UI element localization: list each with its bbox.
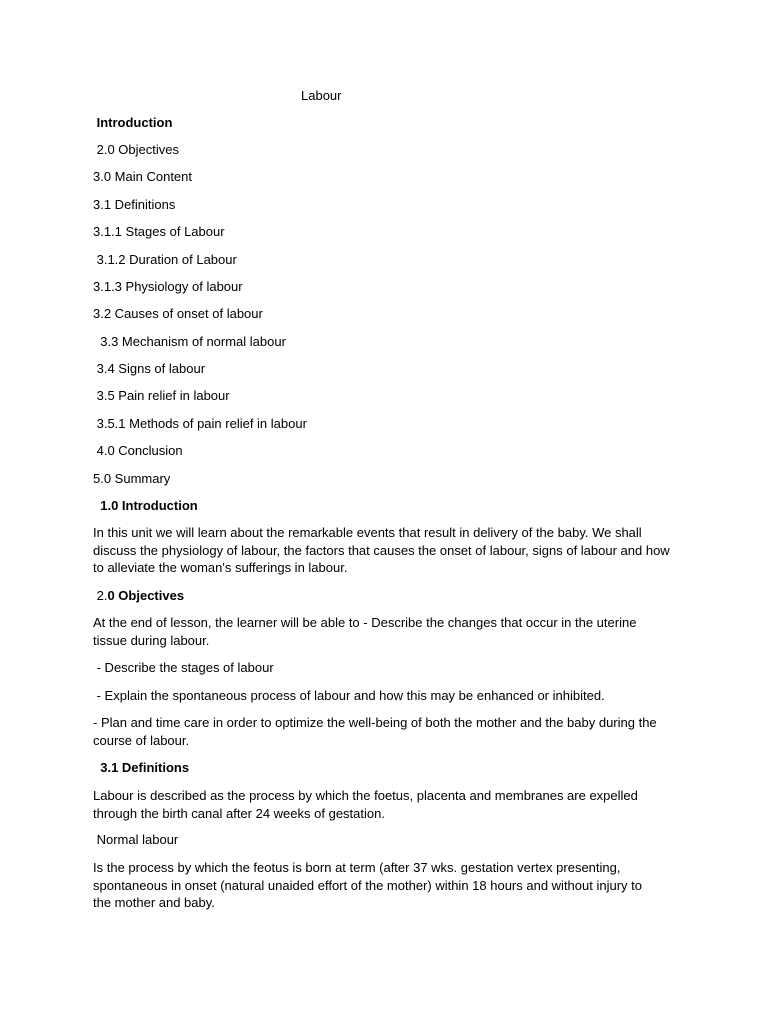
section-heading-introduction: 1.0 Introduction: [93, 498, 198, 513]
toc-item: 3.5.1 Methods of pain relief in labour: [93, 416, 307, 431]
section-heading-objectives: [93, 587, 184, 605]
objectives-heading-number: 2.: [93, 588, 108, 603]
toc-item: Introduction: [93, 115, 173, 130]
toc-item: 3.1.3 Physiology of labour: [93, 279, 243, 294]
introduction-paragraph: In this unit we will learn about the remarkable events that result in delivery of the baby. We shall discuss the physiology of labour, the factors that causes the onset of labour, signs of labour and how to alleviate the woman's sufferings in labour.: [93, 525, 670, 575]
objective-item: - Describe the stages of labour: [93, 660, 274, 675]
toc-item: 3.5 Pain relief in labour: [93, 388, 230, 403]
objective-item: - Plan and time care in order to optimize the well-being of both the mother and the baby during the course of labour.: [93, 715, 657, 748]
definitions-paragraph: Labour is described as the process by which the foetus, placenta and membranes are expelled through the birth canal after 24 weeks of gestation.: [93, 788, 638, 821]
toc-item: 3.0 Main Content: [93, 169, 193, 184]
objectives-heading-text: 0 Objectives: [107, 588, 185, 603]
toc-item: 2.0 Objectives: [93, 142, 179, 157]
toc-item: 3.3 Mechanism of normal labour: [93, 334, 286, 349]
section-heading-definitions: 3.1 Definitions: [93, 760, 190, 775]
objectives-paragraph: At the end of lesson, the learner will be able to - Describe the changes that occur in the uterine tissue during labour.: [93, 615, 637, 648]
toc-item: 3.2 Causes of onset of labour: [93, 306, 263, 321]
toc-item: 5.0 Summary: [93, 471, 171, 486]
document-title: Labour: [301, 88, 342, 103]
toc-item: 3.1 Definitions: [93, 197, 176, 212]
toc-item: 3.4 Signs of labour: [93, 361, 206, 376]
toc-item: 3.1.2 Duration of Labour: [93, 252, 237, 267]
toc-item: 3.1.1 Stages of Labour: [93, 224, 225, 239]
normal-labour-paragraph: Is the process by which the feotus is born at term (after 37 wks. gestation vertex presenting, spontaneous in onset (natural unaided effort of the mother) within 18 hours and without injury to the mother and baby.: [93, 860, 642, 910]
normal-labour-heading: Normal labour: [93, 832, 179, 847]
objective-item: - Explain the spontaneous process of labour and how this may be enhanced or inhibited.: [93, 688, 605, 703]
toc-item: 4.0 Conclusion: [93, 443, 183, 458]
